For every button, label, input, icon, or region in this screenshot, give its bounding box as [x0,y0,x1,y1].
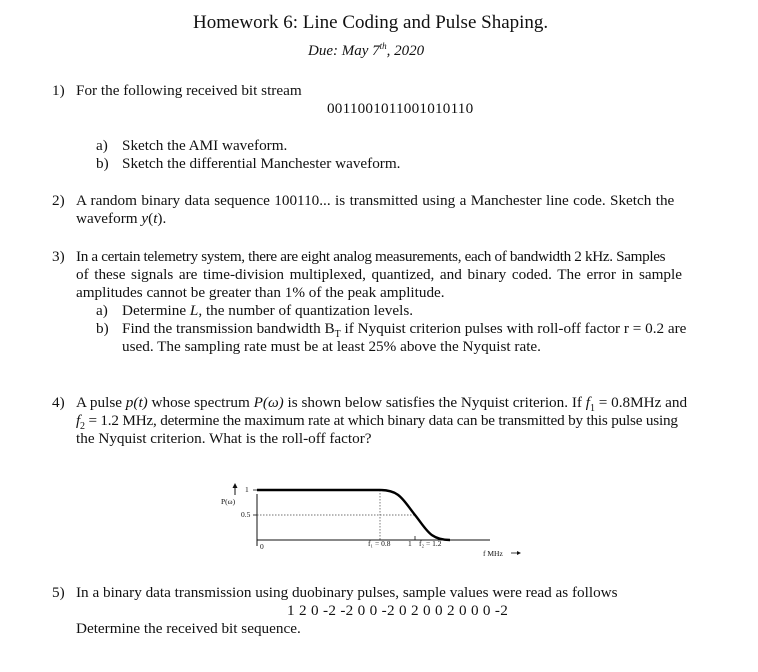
due-date-superscript: th [379,41,387,51]
q5-number: 5) [52,584,65,601]
q1-number: 1) [52,82,65,99]
origin-label: 0 [260,542,264,551]
q4-line1-text-d: = 0.8MHz and [594,394,688,411]
q3-number: 3) [52,248,65,265]
q1-bitstream: 0011001011001010110 [327,100,474,117]
q3-a-label: a) [96,302,108,319]
q4-line3: the Nyquist criterion. What is the roll-off factor? [76,430,372,447]
q2-line2-paren: ( [148,210,154,227]
q5-line3: Determine the received bit sequence. [76,620,301,637]
q1-a-text: Sketch the AMI waveform. [122,137,288,154]
q3-line3: amplitudes cannot be greater than 1% of the peak amplitude. [76,284,445,301]
q2-line2-end: ). [157,210,167,227]
q3-a-text [122,302,413,320]
q4-line1-P: P(ω) [253,394,284,411]
y-axis-arrowhead [233,483,238,488]
q4-line2-text: = 1.2 MHz, determine the maximum rate at which binary data can be transmitted by this pulse using [84,412,678,429]
q3-b-label: b) [96,320,109,337]
y-axis-label: P(ω) [221,497,236,506]
f2-label: f₂ = 1.2 [419,539,442,548]
q2-line2 [76,210,166,228]
due-date-prefix: Due: May 7 [308,43,380,59]
page-title: Homework 6: Line Coding and Pulse Shaping. [193,12,549,33]
due-date [308,41,424,60]
q3-b-line1-end: if Nyquist criterion pulses with roll-off factor r = 0.2 are [340,320,687,337]
q1-b-text: Sketch the differential Manchester waveform. [122,155,401,172]
due-date-suffix: , 2020 [386,43,425,59]
x-axis-label: f MHz [483,549,503,556]
q1-b-label: b) [96,155,109,172]
q3-a-text-end: , the number of quantization levels. [198,302,414,319]
q3-a-text-start: Determine [122,302,190,319]
y-tick-label-1: 1 [245,485,249,494]
q3-b-line1-start: Find the transmission bandwidth B [122,320,335,337]
q4-line1-text-b: whose spectrum [147,394,254,411]
q4-line1-f1: f [585,394,590,411]
x-axis-label-arrowhead [517,551,521,555]
q1-a-label: a) [96,137,108,154]
q2-number: 2) [52,192,65,209]
spectrum-figure [205,476,545,556]
q3-b-line1-sub: T [334,329,341,341]
q5-sequence: 1 2 0 -2 -2 0 0 -2 0 2 0 0 2 0 0 0 -2 [287,602,509,619]
q3-b-line2: used. The sampling rate must be at least 25% above the Nyquist rate. [122,338,541,355]
x-tick-label-1: 1 [408,539,412,548]
q4-line2-f2: f [76,412,81,429]
q4-line1-p: p(t) [125,394,148,411]
y-tick-label-0-5: 0.5 [241,510,251,519]
q3-line2: of these signals are time-division multiplexed, quantized, and binary coded. The error in sample [76,266,682,283]
q4-number: 4) [52,394,65,411]
q2-line2-t: t [153,210,158,227]
q3-line1: In a certain telemetry system, there are eight analog measurements, each of bandwidth 2 kHz. Samples [76,248,666,265]
q2-line1: A random binary data sequence 100110... is transmitted using a Manchester line code. Sketch the [76,192,675,209]
q2-line2-y: y [141,210,149,227]
q4-line2-f2-sub: 2 [80,421,85,433]
q4-line1-text-a: A pulse [76,394,126,411]
f1-label: f₁ = 0.8 [368,539,391,548]
q4-line1-text-c: is shown below satisfies the Nyquist criterion. If [283,394,586,411]
q4-line1-f1-sub: 1 [589,403,595,415]
q5-line1: In a binary data transmission using duobinary pulses, sample values were read as follows [76,584,618,601]
q1-text: For the following received bit stream [76,82,302,99]
q3-a-text-L: L [189,302,199,319]
q2-line2-text: waveform [76,210,142,227]
